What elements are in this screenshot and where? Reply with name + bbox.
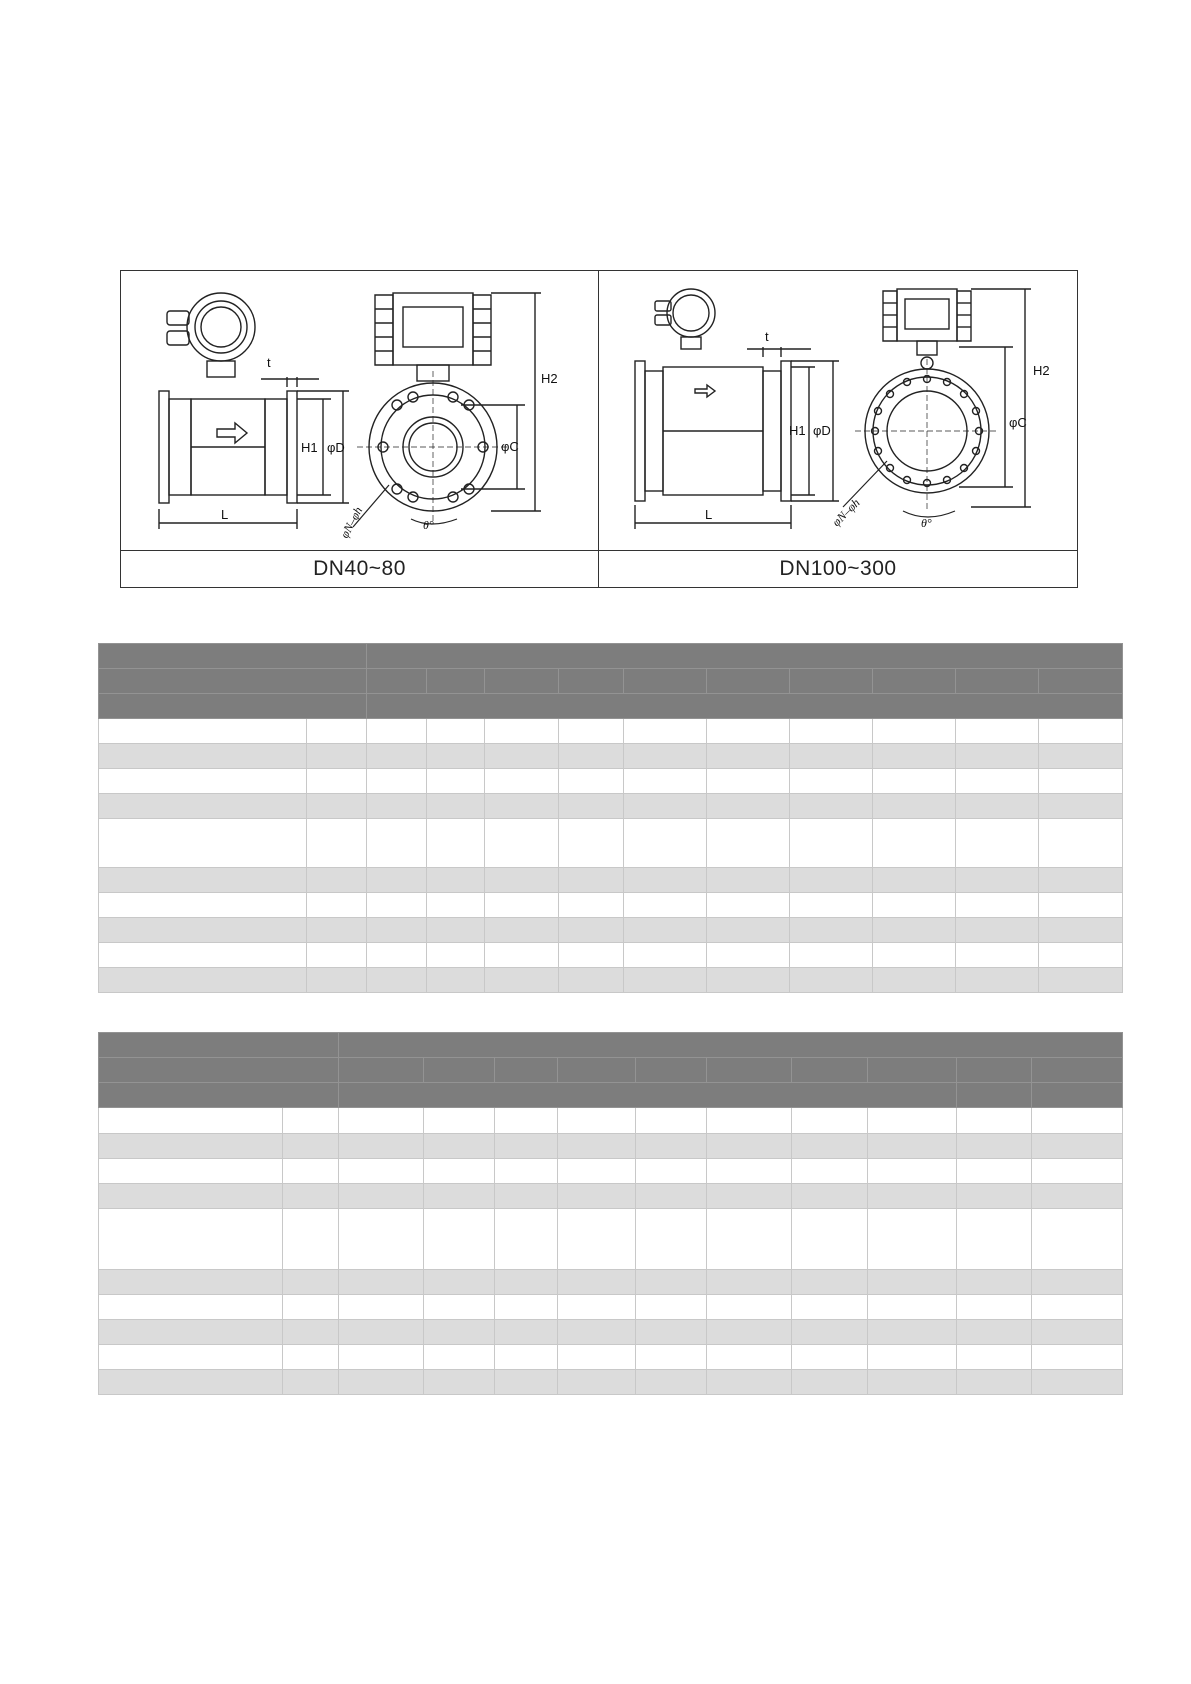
dimension-table-1 xyxy=(98,643,1123,993)
right-flange xyxy=(287,391,297,503)
table-row xyxy=(99,1134,1123,1159)
label-angle: θ° xyxy=(921,516,932,530)
table-row xyxy=(99,1108,1123,1134)
converter-head-outer xyxy=(667,289,715,337)
table-header-row xyxy=(99,1083,1123,1108)
converter-head-outer xyxy=(187,293,255,361)
dimension-drawing-figure xyxy=(120,270,1078,588)
table-row xyxy=(99,1370,1123,1395)
label-angle: θ° xyxy=(423,518,434,532)
panel-caption: DN40~80 xyxy=(121,550,598,587)
converter-head-window xyxy=(195,301,247,353)
label-t: t xyxy=(267,355,271,370)
flowmeter-drawing-large xyxy=(599,271,1077,553)
table-row xyxy=(99,868,1123,893)
label-phi-c: φC xyxy=(501,439,519,454)
panel-caption: DN100~300 xyxy=(599,550,1077,587)
label-t: t xyxy=(765,329,769,344)
converter-housing-front xyxy=(393,293,473,365)
label-h2: H2 xyxy=(1033,363,1050,378)
label-l: L xyxy=(221,507,229,522)
table-row xyxy=(99,943,1123,968)
table-row xyxy=(99,719,1123,744)
label-phi-d: φD xyxy=(327,440,345,455)
left-flange xyxy=(159,391,169,503)
table-row xyxy=(99,1320,1123,1345)
flow-direction-arrow xyxy=(217,423,247,443)
flowmeter-drawing-small xyxy=(121,271,599,553)
table-row xyxy=(99,1159,1123,1184)
converter-housing-front xyxy=(897,289,957,341)
table-header-row xyxy=(99,1058,1123,1083)
table-row xyxy=(99,1345,1123,1370)
left-flange xyxy=(635,361,645,501)
drawing-panel-dn40-80 xyxy=(121,271,599,587)
label-h2: H2 xyxy=(541,371,558,386)
table-row xyxy=(99,794,1123,819)
label-phi-c: φC xyxy=(1009,415,1027,430)
table-row xyxy=(99,1209,1123,1270)
dimension-table-2 xyxy=(98,1032,1123,1395)
label-phi-d: φD xyxy=(813,423,831,438)
table-row xyxy=(99,1295,1123,1320)
drawing-panel-dn100-300 xyxy=(599,271,1077,587)
label-h1: H1 xyxy=(789,423,806,438)
label-l: L xyxy=(705,507,713,522)
cable-gland-top xyxy=(167,311,189,325)
flow-direction-arrow xyxy=(695,385,715,397)
neck xyxy=(207,361,235,377)
table-header-row xyxy=(99,694,1123,719)
label-h1: H1 xyxy=(301,440,318,455)
table-row xyxy=(99,968,1123,993)
table-header-row xyxy=(99,644,1123,669)
table-header-row xyxy=(99,1033,1123,1058)
table-row xyxy=(99,1270,1123,1295)
table-row xyxy=(99,893,1123,918)
table-row xyxy=(99,1184,1123,1209)
label-bolt-holes: φN–φh xyxy=(829,495,863,530)
table-row xyxy=(99,918,1123,943)
table-row xyxy=(99,769,1123,794)
label-bolt-holes: φN–φh xyxy=(337,504,366,541)
table-row xyxy=(99,744,1123,769)
cable-gland-bottom xyxy=(167,331,189,345)
table-row xyxy=(99,819,1123,868)
table-header-row xyxy=(99,669,1123,694)
